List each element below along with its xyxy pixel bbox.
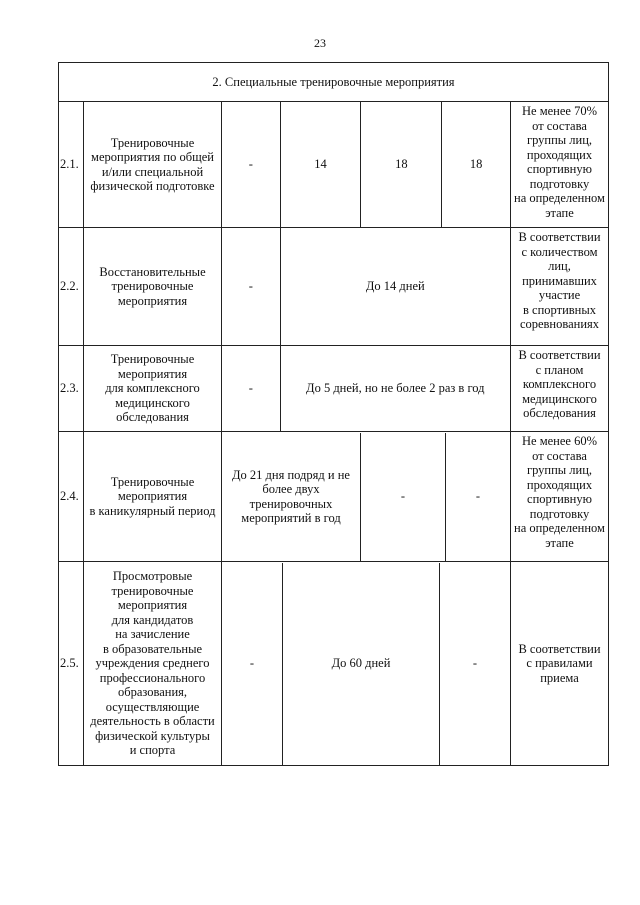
merged-value-cell: До 5 дней, но не более 2 раз в год: [280, 346, 510, 432]
training-events-table: [58, 62, 609, 766]
value-cell: -: [475, 489, 481, 504]
notes-cell: В соответствии с количеством лиц, принимавших участие в спортивных соревнованиях: [511, 228, 609, 346]
value-cell: -: [222, 102, 281, 228]
event-name: Просмотровые тренировочные мероприятия для кандидатов на зачисление в образовательные учреждения среднего профессионального образования, осуществляющие деятельность в области физической культуры и спорта: [84, 562, 222, 766]
notes-cell: Не менее 60% от состава группы лиц, проходящих спортивную подготовку на определенном этапе: [511, 432, 609, 562]
merged-value-cell: До 60 дней: [283, 563, 440, 765]
table-row: [59, 432, 609, 562]
row-number: 2.4.: [59, 432, 84, 562]
value-cell: -: [361, 433, 446, 561]
table-row: [59, 346, 609, 432]
row-number: 2.3.: [59, 346, 84, 432]
row-number: 2.2.: [59, 228, 84, 346]
value-cell: -: [222, 563, 283, 765]
value-cell: 18: [442, 102, 511, 228]
table-row: [59, 562, 609, 766]
row-number: 2.5.: [59, 562, 84, 766]
split-cell-group: [222, 562, 511, 766]
event-name: Тренировочные мероприятия по общей и/или специальной физической подготовке: [84, 102, 222, 228]
event-name: Тренировочные мероприятия для комплексного медицинского обследования: [84, 346, 222, 432]
row-number: 2.1.: [59, 102, 84, 228]
table-row: [59, 228, 609, 346]
merged-value-cell: До 14 дней: [280, 228, 510, 346]
value-cell: 14: [280, 102, 361, 228]
split-cell-group: [222, 432, 511, 562]
value-cell: -: [222, 346, 281, 432]
event-name: Восстановительные тренировочные мероприятия: [84, 228, 222, 346]
page-number: 23: [314, 36, 326, 50]
value-cell: -: [222, 228, 281, 346]
table-row: [59, 102, 609, 228]
value-cell: 18: [361, 102, 442, 228]
notes-cell: В соответствии с правилами приема: [511, 562, 609, 766]
notes-cell: Не менее 70% от состава группы лиц, проходящих спортивную подготовку на определенном этапе: [511, 102, 609, 228]
event-name: Тренировочные мероприятия в каникулярный период: [84, 432, 222, 562]
notes-cell: В соответствии с планом комплексного медицинского обследования: [511, 346, 609, 432]
merged-value-cell: До 21 дня подряд и не более двух тренировочных мероприятий в год: [222, 433, 361, 561]
section-header-row: [59, 63, 609, 102]
value-cell: -: [472, 656, 478, 671]
section-title: 2. Специальные тренировочные мероприятия: [59, 63, 609, 102]
